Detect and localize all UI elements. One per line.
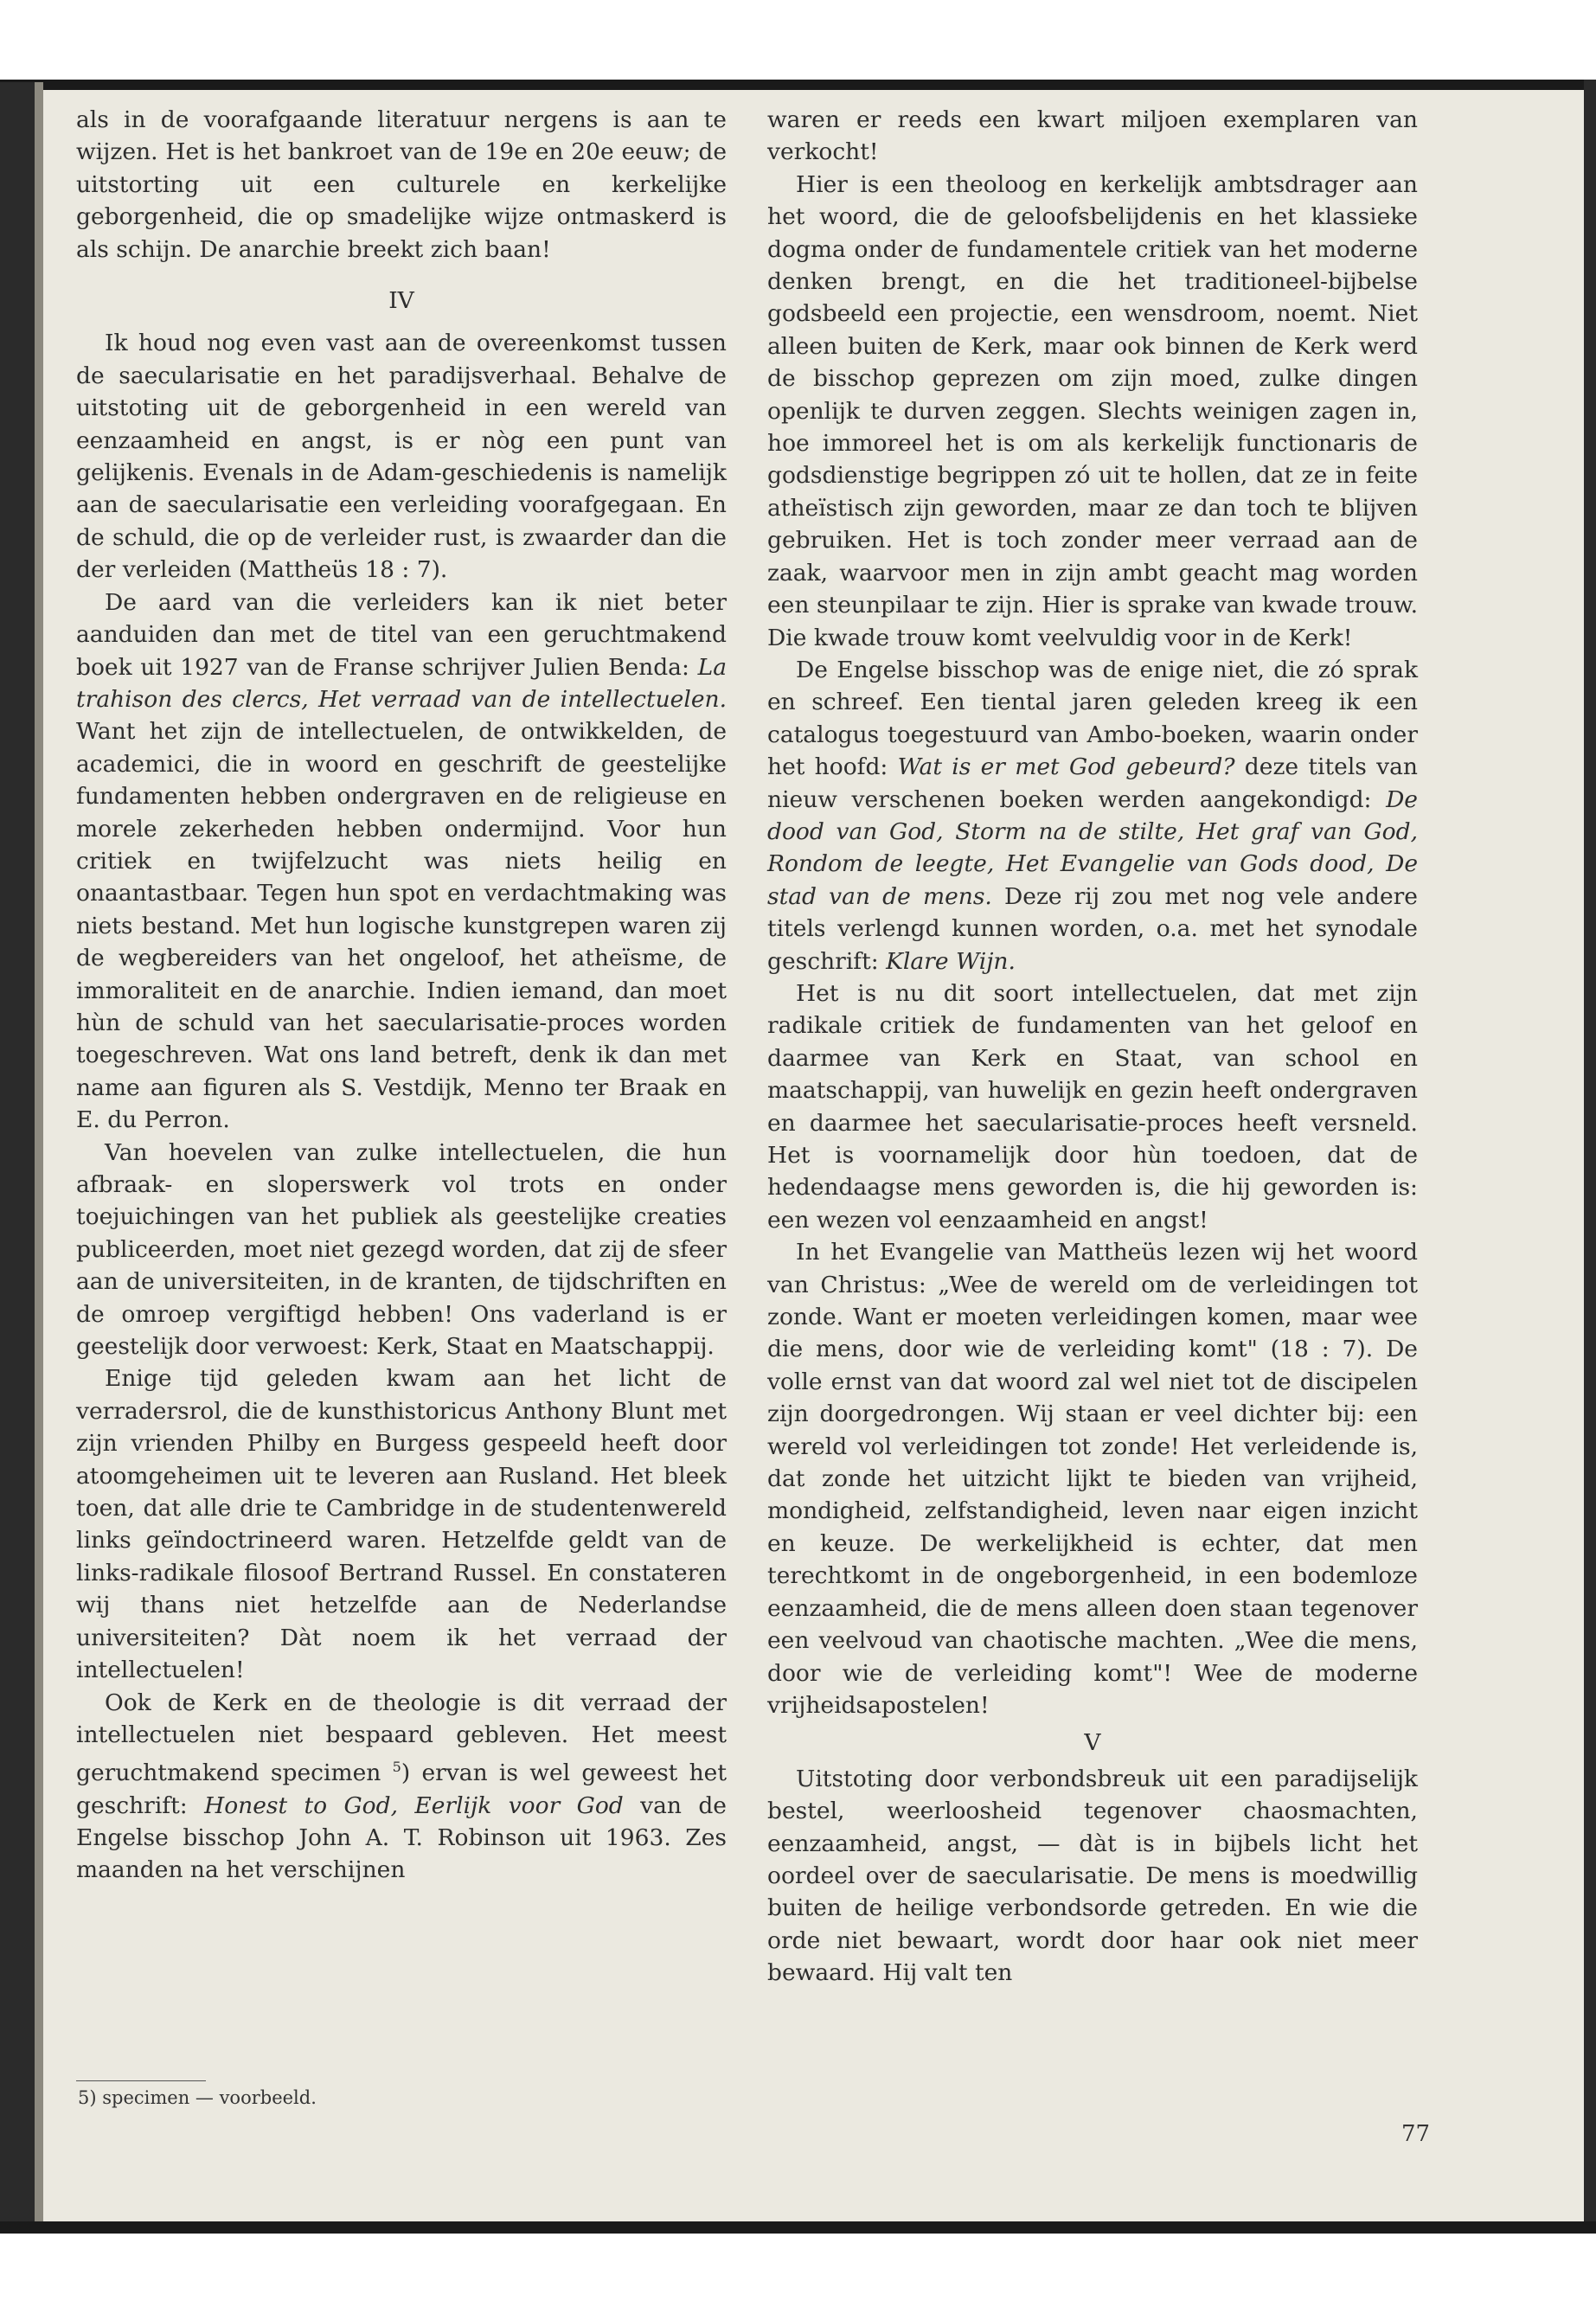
scan-bottom-border	[0, 2221, 1596, 2234]
book-title: La trahison des clercs, Het verraad van de intellectuelen.	[76, 653, 727, 713]
italic-heading: Wat is er met God gebeurd?	[897, 753, 1235, 781]
right-column	[767, 104, 1418, 1990]
text: Deze rij zou met nog vele andere titels verlengd kunnen worden, o.a. met het synodale geschrift:	[767, 882, 1418, 975]
section-heading-iv: IV	[388, 287, 414, 315]
page-number: 77	[1401, 2121, 1431, 2147]
book-title: Honest to God, Eerlijk voor God	[204, 1791, 624, 1819]
footnote-rule	[76, 2080, 206, 2081]
text: De Engelse bisschop was de enige niet, die zó sprak en schreef. Een tiental jaren geleden kreeg ik een catalogus toegestuurd van Ambo-boeken, waarin onder het hoofd:	[767, 656, 1418, 781]
footnote: 5) specimen — voorbeeld.	[78, 2087, 317, 2108]
page-gutter	[35, 82, 43, 2232]
text: deze titels van nieuw verschenen boeken werden aangekondigd:	[767, 753, 1419, 813]
paragraph: In het Evangelie van Mattheüs lezen wij het woord van Christus: „Wee de wereld om de verleidingen tot zonde. Want er moeten verleidingen komen, maar wee die mens, door wie de verleiding komt" (18 : 7). De volle ernst van dat woord zal wel niet tot de discipelen zijn doorgedrongen. Wij staan er veel dichter bij: een wereld vol verleidingen tot zonde! Het verleidende is, dat zonde het uitzicht lijkt te bieden van vrijheid, mondigheid, zelfstandigheid, leven naar eigen inzicht en keuze. De werkelijkheid is echter, dat men terechtkomt in de ongeborgenheid, in een bodemloze eenzaamheid, die de mens alleen doen staan tegenover een veelvoud van chaotische machten. „Wee die mens, door wie de verleiding komt"! Wee de moderne vrijheidsapostelen!	[767, 1239, 1418, 1719]
scan-right-border	[1584, 80, 1596, 2234]
footnote-ref: 5	[392, 1759, 401, 1776]
paragraph	[76, 1687, 727, 1887]
text: van de Engelse bisschop John A. T. Robinson uit 1963. Zes maanden na het verschijnen	[76, 1791, 727, 1884]
text: Want het zijn de intellectuelen, de ontwikkelden, de academici, die in woord en geschrift de geestelijke fundamenten hebben ondergraven en de religieuse en morele zekerheden hebben ondermijnd. Voor hun critiek en twijfelzucht was niets heilig en onaantastbaar. Tegen hun spot en verdachtmaking was niets bestand. Met hun logische kunstgrepen waren zij de wegbereiders van het ongeloof, het atheïsme, de immoraliteit en de anarchie. Indien iemand, dan moet hùn de schuld van het saecularisatie-proces worden toegeschreven. Wat ons land betreft, denk ik dan met name aan figuren als S. Vestdijk, Menno ter Braak en E. du Perron.	[76, 718, 727, 1134]
paragraph: als in de voorafgaande literatuur nergens is aan te wijzen. Het is het bankroet van de 19e en 20e eeuw; de uitstorting uit een culturele en kerkelijke geborgenheid, die op smadelijke wijze ontmaskerd is als schijn. De anarchie breekt zich baan!	[76, 106, 727, 263]
paragraph: Van hoevelen van zulke intellectuelen, die hun afbraak- en sloperswerk vol trots en onder toejuichingen van het publiek als geestelijke creaties publiceerden, moet niet gezegd worden, dat zij de sfeer aan de universiteiten, in de kranten, de tijdschriften en de omroep vergiftigd hebben! Ons vaderland is er geestelijk door verwoest: Kerk, Staat en Maatschappij.	[76, 1138, 727, 1361]
paragraph: Het is nu dit soort intellectuelen, dat met zijn radikale critiek de fundamenten van het geloof en daarmee van Kerk en Staat, van school en maatschappij, van huwelijk en gezin heeft ondergraven en daarmee het saecularisatie-proces heeft versneld. Het is voornamelijk door hùn toedoen, dat de hedendaagse mens geworden is, die hij geworden is: een wezen vol eenzaamheid en angst!	[767, 979, 1418, 1234]
left-column	[76, 104, 727, 1887]
text: De aard van die verleiders kan ik niet beter aanduiden dan met de titel van een geruchtmakend boek uit 1927 van de Franse schrijver Julien Benda:	[76, 588, 727, 681]
text: Ook de Kerk en de theologie is dit verraad der intellectuelen niet bespaard gebleven. Het meest geruchtmakend specimen	[76, 1689, 727, 1787]
book-titles: De dood van God, Storm na de stilte, Het graf van God, Rondom de leegte, Het Evangelie van Gods dood, De stad van de mens.	[767, 785, 1418, 910]
book-title: Klare Wijn.	[886, 947, 1016, 975]
paragraph: Uitstoting door verbondsbreuk uit een paradijselijk bestel, weerloosheid tegenover chaosmachten, eenzaamheid, angst, — dàt is in bijbels licht het oordeel over de saecularisatie. De mens is moedwillig buiten de heilige verbondsorde getreden. En wie die orde niet bewaart, wordt door haar ook niet meer bewaard. Hij valt ten	[767, 1765, 1418, 1987]
book-binding	[0, 82, 35, 2232]
text: ) ervan is wel geweest het geschrift:	[76, 1759, 727, 1819]
paragraph: waren er reeds een kwart miljoen exemplaren van verkocht!	[767, 106, 1418, 166]
paragraph: Enige tijd geleden kwam aan het licht de verradersrol, die de kunsthistoricus Anthony Blunt met zijn vrienden Philby en Burgess gespeeld heeft door atoomgeheimen uit te leveren aan Rusland. Het bleek toen, dat alle drie te Cambridge in de studentenwereld links geïndoctrineerd waren. Hetzelfde geldt van de links-radikale filosoof Bertrand Russel. En constateren wij thans niet hetzelfde aan de Nederlandse universiteiten? Dàt noem ik het verraad der intellectuelen!	[76, 1365, 727, 1684]
paragraph: Hier is een theoloog en kerkelijk ambtsdrager aan het woord, die de geloofsbelijdenis en het klassieke dogma onder de fundamentele critiek van het moderne denken brengt, en die het traditioneel-bijbelse godsbeeld een projectie, een wensdroom, noemt. Niet alleen buiten de Kerk, maar ook binnen de Kerk werd de bisschop geprezen om zijn moed, zulke dingen openlijk te durven zeggen. Slechts weinigen zagen in, hoe immoreel het is om als kerkelijk functionaris de godsdienstige begrippen zó uit te hollen, dat ze in feite atheïstisch zijn geworden, maar ze dan toch te blijven gebruiken. Het is toch zonder meer verraad aan de zaak, waarvoor men in zijn ambt geacht mag worden een steunpilaar te zijn. Hier is sprake van kwade trouw. Die kwade trouw komt veelvuldig voor in de Kerk!	[767, 170, 1418, 651]
paragraph: Ik houd nog even vast aan de overeenkomst tussen de saecularisatie en het paradijsverhaal. Behalve de uitstoting uit de geborgenheid in een wereld van eenzaamheid en angst, is er nòg een punt van gelijkenis. Evenals in de Adam-geschiedenis is namelijk aan de saecularisatie een verleiding voorafgegaan. En de schuld, die op de verleider rust, is zwaarder dan die der verleiden (Mattheüs 18 : 7).	[76, 330, 727, 584]
paragraph	[76, 586, 727, 1137]
scan-top-border	[0, 80, 1596, 90]
paragraph	[767, 654, 1418, 977]
section-heading-v: V	[1084, 1729, 1101, 1757]
